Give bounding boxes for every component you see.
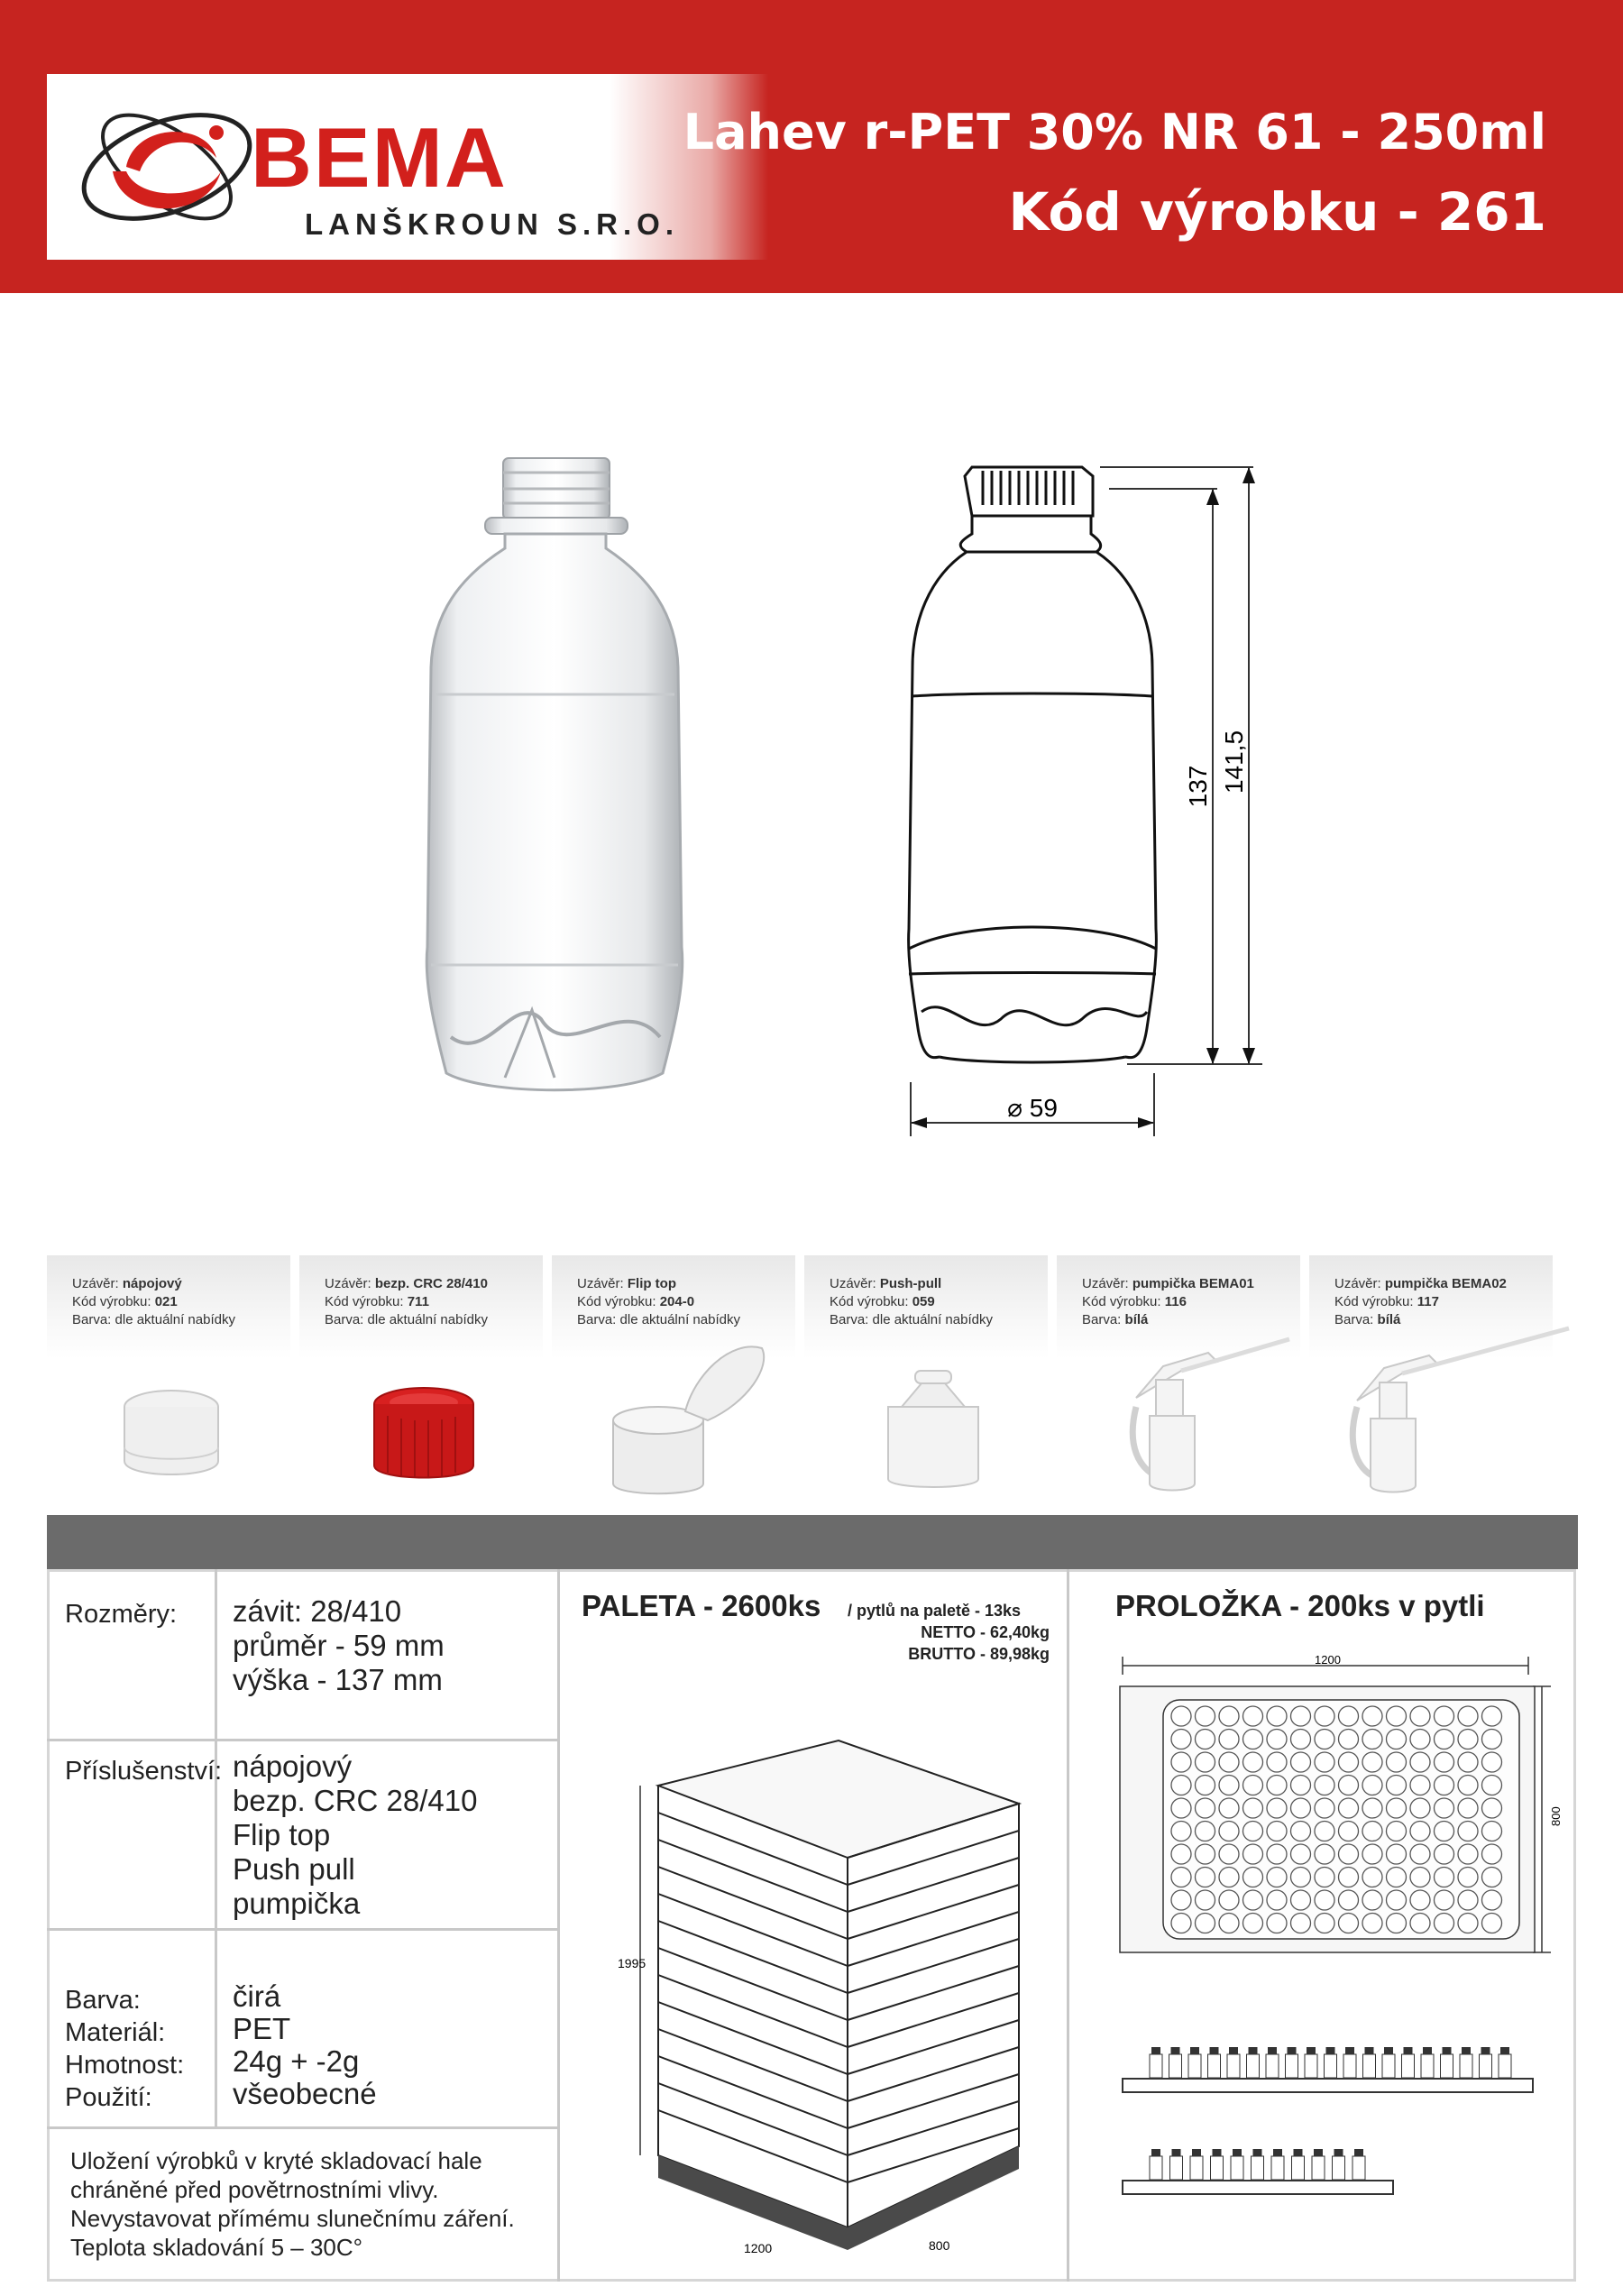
tray-bottle-slot [1196,1798,1215,1818]
tray-side-bottle [1292,2156,1305,2180]
accessory-item: pumpička [233,1887,361,1920]
accessory-card-4 [804,1255,1048,1359]
bottle-technical-drawing [893,451,1325,1154]
tray-bottle-slot [1482,1844,1502,1864]
tray-bottle-slot [1171,1914,1191,1933]
tray-bottle-slot [1387,1730,1407,1750]
tray-bottle-slot [1339,1730,1359,1750]
tray-side-bottle [1363,2054,1376,2078]
tray-bottle-slot [1435,1844,1454,1864]
tray-bottle-slot [1482,1798,1502,1818]
tray-bottle-slot [1267,1868,1287,1887]
tray-bottle-slot [1291,1730,1311,1750]
accessory-card-2 [299,1255,543,1359]
tray-bottle-slot [1435,1776,1454,1795]
tray-bottle-slot [1339,1914,1359,1933]
tray-bottle-slot [1482,1822,1502,1841]
pump-long-icon [1316,1321,1587,1502]
tray-side-bottle [1312,2156,1325,2180]
tray-bottle-slot [1435,1822,1454,1841]
tray-bottle-slot [1291,1844,1311,1864]
tray-side-bottle [1421,2054,1434,2078]
tray-bottle-slot [1196,1868,1215,1887]
acc-code: 117 [1417,1294,1439,1309]
tray-side-bottle-cap [1345,2047,1354,2054]
acc-key: Barva: [1082,1312,1125,1327]
tray-side-bottle-cap [1288,2047,1297,2054]
accessory-item: Push pull [233,1852,355,1886]
tray-side-bottle-cap [1404,2047,1413,2054]
tray-bottle-slot [1458,1776,1478,1795]
tray-bottle-slot [1482,1914,1502,1933]
accessory-item: Flip top [233,1818,331,1851]
tray-side-bottle-cap [1294,2149,1303,2156]
tray-side-bottle-cap [1249,2047,1258,2054]
pallet-netto: NETTO - 62,40kg [921,1623,1050,1641]
tray-bottle-slot [1196,1730,1215,1750]
tray-bottle-slot [1458,1868,1478,1887]
tray-bottle-slot [1315,1868,1334,1887]
property-value: 24g + -2g [233,2044,360,2078]
tray-bottle-slot [1315,1776,1334,1795]
tray-side-bottle [1325,2054,1337,2078]
tray-bottle-slot [1315,1730,1334,1750]
tray-bottle-slot [1482,1776,1502,1795]
tray-bottle-slot [1243,1776,1263,1795]
tray-bottle-slot [1339,1706,1359,1726]
tray-bottle-slot [1243,1798,1263,1818]
tray-bottle-slot [1243,1868,1263,1887]
tray-bottle-slot [1362,1844,1382,1864]
tray-side-bottle-cap [1334,2149,1343,2156]
tray-bottle-slot [1171,1730,1191,1750]
acc-key: Uzávěr: [72,1276,123,1291]
dimension-diameter: průměr - 59 mm [233,1629,445,1662]
tray-bottle-slot [1458,1914,1478,1933]
brand-name: BEMA [251,110,508,205]
tray-side-bottle-cap [1354,2149,1363,2156]
tray-side-bottle [1402,2054,1415,2078]
tray-bottle-slot [1339,1822,1359,1841]
acc-key: Barva: [72,1312,115,1327]
acc-closure: nápojový [122,1276,182,1291]
crc-cap-icon [352,1375,496,1497]
tray-bottle-slot [1410,1822,1430,1841]
tray-bottle-slot [1458,1706,1478,1726]
tray-side-bottle [1333,2156,1345,2180]
tray-bottle-slot [1196,1914,1215,1933]
tray-bottle-slot [1435,1752,1454,1772]
accessories-values [233,1750,478,1921]
acc-color: dle aktuální nabídky [115,1312,235,1327]
acc-closure: pumpička BEMA02 [1384,1276,1507,1291]
tray-bottle-slot [1315,1844,1334,1864]
tray-side-bottle-cap [1171,2047,1180,2054]
tray-side-bottle-cap [1253,2149,1262,2156]
pallet-length-label: 1200 [744,2241,773,2255]
tray-bottle-slot [1458,1822,1478,1841]
tray-bottle-slot [1219,1914,1239,1933]
tray-bottle-slot [1458,1844,1478,1864]
tray-side-bottle-cap [1365,2047,1374,2054]
dim-height-inner-label: 137 [1184,765,1212,808]
accessory-item: nápojový [233,1750,353,1783]
accessory-item: bezp. CRC 28/410 [233,1784,478,1817]
tray-side-bottle [1150,2156,1162,2180]
tray-bottle-slot [1458,1798,1478,1818]
tray-bottle-slot [1243,1822,1263,1841]
tray-bottle-slot [1387,1844,1407,1864]
acc-key: Kód výrobku: [72,1294,155,1309]
tray-side-bottle [1441,2054,1453,2078]
tray-bottle-slot [1315,1822,1334,1841]
tray-bottle-slot [1482,1890,1502,1910]
tray-bottle-slot [1291,1822,1311,1841]
tray-bottle-slot [1171,1798,1191,1818]
tray-bottle-slot [1435,1890,1454,1910]
tray-bottle-slot [1339,1752,1359,1772]
tray-side-bottle [1150,2054,1162,2078]
acc-color: bílá [1377,1312,1401,1327]
tray-bottle-slot [1219,1844,1239,1864]
pallet-width-label: 800 [929,2238,950,2253]
acc-closure: pumpička BEMA01 [1132,1276,1254,1291]
tray-bottle-slot [1196,1844,1215,1864]
tray-bottle-slot [1410,1868,1430,1887]
acc-key: Kód výrobku: [577,1294,660,1309]
flip-top-cap-icon [595,1321,775,1502]
tray-bottle-slot [1243,1890,1263,1910]
tray-side-bottle [1480,2054,1492,2078]
dimension-thread: závit: 28/410 [233,1594,402,1628]
tray-bottle-slot [1410,1890,1430,1910]
tray-bottle-slot [1267,1776,1287,1795]
dim-diameter-label: ⌀ 59 [1007,1094,1058,1122]
bottle-photo [397,442,712,1109]
section-divider-bar [47,1515,1578,1569]
tray-side-bottle [1382,2054,1395,2078]
tray-bottle-slot [1219,1730,1239,1750]
tray-bottle-slot [1410,1776,1430,1795]
tray-bottle-slot [1482,1868,1502,1887]
tray-side-bottle [1208,2054,1221,2078]
tray-side-bottle-cap [1500,2047,1509,2054]
beverage-cap-icon [99,1380,243,1497]
tray-bottle-slot [1410,1752,1430,1772]
tray-bottle-slot [1435,1706,1454,1726]
tray-side-bottle-cap [1443,2047,1452,2054]
tray-bottle-slot [1387,1752,1407,1772]
tray-bottle-slot [1291,1776,1311,1795]
acc-key: Barva: [1334,1312,1378,1327]
tray-bottle-slot [1387,1822,1407,1841]
tray-bottle-slot [1267,1752,1287,1772]
acc-closure: Flip top [627,1276,677,1291]
pallet-bags-count: / pytlů na paletě - 13ks [848,1602,1022,1620]
tray-bottle-slot [1219,1798,1239,1818]
acc-closure: bezp. CRC 28/410 [374,1276,488,1291]
tray-bottle-slot [1291,1798,1311,1818]
tray-bottle-slot [1458,1752,1478,1772]
product-title: Lahev r-PET 30% NR 61 - 250ml [683,104,1546,161]
acc-key: Kód výrobku: [1082,1294,1165,1309]
tray-bottle-slot [1387,1868,1407,1887]
tray-bottle-slot [1196,1706,1215,1726]
property-value: všeobecné [233,2077,377,2110]
acc-closure: Push-pull [879,1276,942,1291]
tray-side-bottle [1211,2156,1224,2180]
tray-bottle-slot [1196,1752,1215,1772]
acc-color: dle aktuální nabídky [619,1312,740,1327]
tray-bottle-slot [1219,1752,1239,1772]
property-values [233,1980,377,2110]
acc-key: Barva: [577,1312,620,1327]
tray-bottle-slot [1291,1868,1311,1887]
tray-side-bottle [1170,2156,1183,2180]
tray-side-bottle-cap [1151,2047,1160,2054]
storage-note-line: Nevystavovat přímému slunečnímu záření. [70,2205,515,2232]
tray-side-bottle-cap [1307,2047,1316,2054]
dimension-height: výška - 137 mm [233,1663,443,1696]
tray-bottle-slot [1387,1914,1407,1933]
tray-bottle-slot [1339,1868,1359,1887]
acc-code: 116 [1164,1294,1187,1309]
acc-key: Uzávěr: [830,1276,880,1291]
property-labels [65,1984,184,2114]
tray-side-bottle [1227,2054,1240,2078]
tray-bottle-slot [1171,1844,1191,1864]
tray-bottle-slot [1410,1730,1430,1750]
tray-side-bottle [1352,2156,1365,2180]
tray-bottle-slot [1219,1776,1239,1795]
tray-side-bottle [1286,2054,1298,2078]
tray-side-bottle [1169,2054,1182,2078]
tray-bottle-slot [1171,1752,1191,1772]
storage-note-line: chráněné před povětrnostními vlivy. [70,2176,439,2203]
tray-bottle-slot [1482,1706,1502,1726]
tray-bottle-slot [1362,1730,1382,1750]
tray-bottle-slot [1267,1914,1287,1933]
tray-side-view-partial [1118,2137,1443,2196]
tray-bottle-slot [1458,1890,1478,1910]
tray-bottle-slot [1219,1706,1239,1726]
acc-key: Barva: [830,1312,873,1327]
property-label: Materiál: [65,2018,166,2047]
brand-subtitle: LANŠKROUN S.R.O. [305,207,680,241]
tray-side-bottle-cap [1192,2149,1201,2156]
storage-note-line: Teplota skladování 5 – 30C° [70,2234,363,2261]
tray-bottle-slot [1435,1868,1454,1887]
acc-key: Kód výrobku: [325,1294,408,1309]
tray-bottle-slot [1267,1890,1287,1910]
property-value: čirá [233,1979,281,2013]
tray-bottle-slot [1171,1868,1191,1887]
tray-bottle-slot [1196,1776,1215,1795]
pallet-brutto: BRUTTO - 89,98kg [908,1645,1050,1663]
property-label: Hmotnost: [65,2051,185,2080]
accessory-card-1 [47,1255,290,1359]
tray-side-bottle-cap [1213,2149,1222,2156]
tray-bottle-slot [1315,1914,1334,1933]
tray-bottle-slot [1219,1822,1239,1841]
tray-side-bottle [1247,2054,1260,2078]
acc-key: Uzávěr: [325,1276,375,1291]
tray-title: PROLOŽKA - 200ks v pytli [1115,1589,1485,1622]
tray-bottle-slot [1362,1776,1382,1795]
tray-bottle-slot [1362,1798,1382,1818]
property-label: Použití: [65,2083,152,2112]
acc-key: Uzávěr: [1334,1276,1385,1291]
acc-code: 711 [407,1294,429,1309]
tray-bottle-slot [1219,1890,1239,1910]
tray-bottle-slot [1362,1822,1382,1841]
tray-side-bottle-cap [1481,2047,1490,2054]
tray-side-bottle-cap [1268,2047,1277,2054]
tray-length-label: 1200 [1315,1653,1341,1667]
tray-side-bottle [1499,2054,1511,2078]
tray-side-bottle [1231,2156,1243,2180]
tray-width-label: 800 [1549,1806,1563,1826]
acc-color: dle aktuální nabídky [367,1312,488,1327]
tray-side-bottle-cap [1273,2149,1282,2156]
acc-color: dle aktuální nabídky [872,1312,993,1327]
tray-bottle-slot [1387,1776,1407,1795]
acc-code: 204-0 [659,1294,695,1309]
tray-bottle-slot [1267,1798,1287,1818]
storage-note [70,2146,515,2262]
tray-bottle-slot [1243,1752,1263,1772]
tray-bottle-slot [1291,1914,1311,1933]
acc-key: Barva: [325,1312,368,1327]
tray-bottle-slot [1482,1730,1502,1750]
tray-side-bottle-cap [1190,2047,1199,2054]
tray-side-bottle-cap [1314,2149,1323,2156]
tray-bottle-slot [1435,1730,1454,1750]
tray-bottle-slot [1482,1752,1502,1772]
tray-bottle-slot [1291,1706,1311,1726]
tray-bottle-slot [1171,1822,1191,1841]
tray-bottle-slot [1196,1890,1215,1910]
push-pull-cap-icon [866,1362,1001,1497]
pallet-height-label: 1995 [618,1956,646,1970]
dimensions-label: Rozměry: [65,1600,178,1629]
tray-side-bottle-cap [1151,2149,1160,2156]
tray-bottle-slot [1362,1752,1382,1772]
tray-bottle-slot [1339,1844,1359,1864]
tray-side-bottle-cap [1423,2047,1432,2054]
property-label: Barva: [65,1986,141,2015]
tray-top-view [1109,1655,1578,1970]
bema-logo-icon [72,86,261,248]
tray-bottle-slot [1410,1706,1430,1726]
tray-side-bottle-cap [1326,2047,1335,2054]
tray-bottle-slot [1267,1844,1287,1864]
tray-bottle-slot [1315,1752,1334,1772]
tray-side-bottle-cap [1172,2149,1181,2156]
tray-bottle-slot [1410,1844,1430,1864]
tray-side-bottle [1190,2156,1203,2180]
tray-bottle-slot [1267,1706,1287,1726]
acc-color: bílá [1124,1312,1149,1327]
tray-side-bottle [1460,2054,1472,2078]
tray-bottle-slot [1243,1706,1263,1726]
tray-bottle-slot [1196,1822,1215,1841]
dim-height-outer-label: 141,5 [1220,730,1248,794]
tray-bottle-slot [1267,1822,1287,1841]
storage-note-line: Uložení výrobků v kryté skladovací hale [70,2147,482,2174]
acc-code: 021 [154,1294,178,1309]
tray-side-bottle [1343,2054,1356,2078]
tray-bottle-slot [1315,1798,1334,1818]
tray-bottle-slot [1315,1706,1334,1726]
product-code-title: Kód výrobku - 261 [1008,181,1546,243]
tray-bottle-slot [1171,1776,1191,1795]
tray-bottle-slot [1243,1844,1263,1864]
tray-bottle-slot [1291,1890,1311,1910]
acc-key: Uzávěr: [1082,1276,1132,1291]
tray-side-bottle-cap [1233,2149,1242,2156]
tray-bottle-slot [1362,1914,1382,1933]
property-value: PET [233,2012,291,2045]
tray-side-bottle [1252,2156,1264,2180]
tray-bottle-slot [1387,1706,1407,1726]
tray-bottle-slot [1339,1798,1359,1818]
acc-key: Uzávěr: [577,1276,628,1291]
tray-side-view-full [1118,2038,1533,2092]
tray-bottle-slot [1243,1730,1263,1750]
tray-bottle-slot [1219,1868,1239,1887]
accessories-label: Příslušenství: [65,1757,223,1786]
tray-side-bottle-cap [1462,2047,1471,2054]
tray-bottle-slot [1267,1730,1287,1750]
tray-bottle-slot [1339,1890,1359,1910]
tray-bottle-slot [1243,1914,1263,1933]
acc-key: Kód výrobku: [830,1294,912,1309]
tray-bottle-slot [1362,1890,1382,1910]
acc-key: Kód výrobku: [1334,1294,1417,1309]
tray-bottle-slot [1387,1798,1407,1818]
pump-icon [1082,1335,1298,1497]
tray-side-bottle [1188,2054,1201,2078]
tray-side-bottle-cap [1229,2047,1238,2054]
tray-side-bottle-cap [1384,2047,1393,2054]
tray-bottle-slot [1362,1706,1382,1726]
tray-bottle-slot [1362,1868,1382,1887]
pallet-title: PALETA - 2600ks [582,1589,821,1622]
tray-bottle-slot [1315,1890,1334,1910]
tray-bottle-slot [1458,1730,1478,1750]
tray-side-bottle-cap [1210,2047,1219,2054]
pallet-drawing [618,1731,1046,2255]
acc-code: 059 [912,1294,935,1309]
dimensions-values [233,1594,445,1697]
tray-bottle-slot [1291,1752,1311,1772]
tray-bottle-slot [1339,1776,1359,1795]
tray-bottle-slot [1410,1798,1430,1818]
tray-bottle-slot [1435,1798,1454,1818]
tray-side-bottle [1271,2156,1284,2180]
tray-bottle-slot [1171,1706,1191,1726]
tray-bottle-slot [1171,1890,1191,1910]
tray-bottle-slot [1387,1890,1407,1910]
tray-side-bottle [1305,2054,1317,2078]
tray-bottle-slot [1435,1914,1454,1933]
tray-bottle-slot [1410,1914,1430,1933]
tray-side-bottle [1266,2054,1279,2078]
